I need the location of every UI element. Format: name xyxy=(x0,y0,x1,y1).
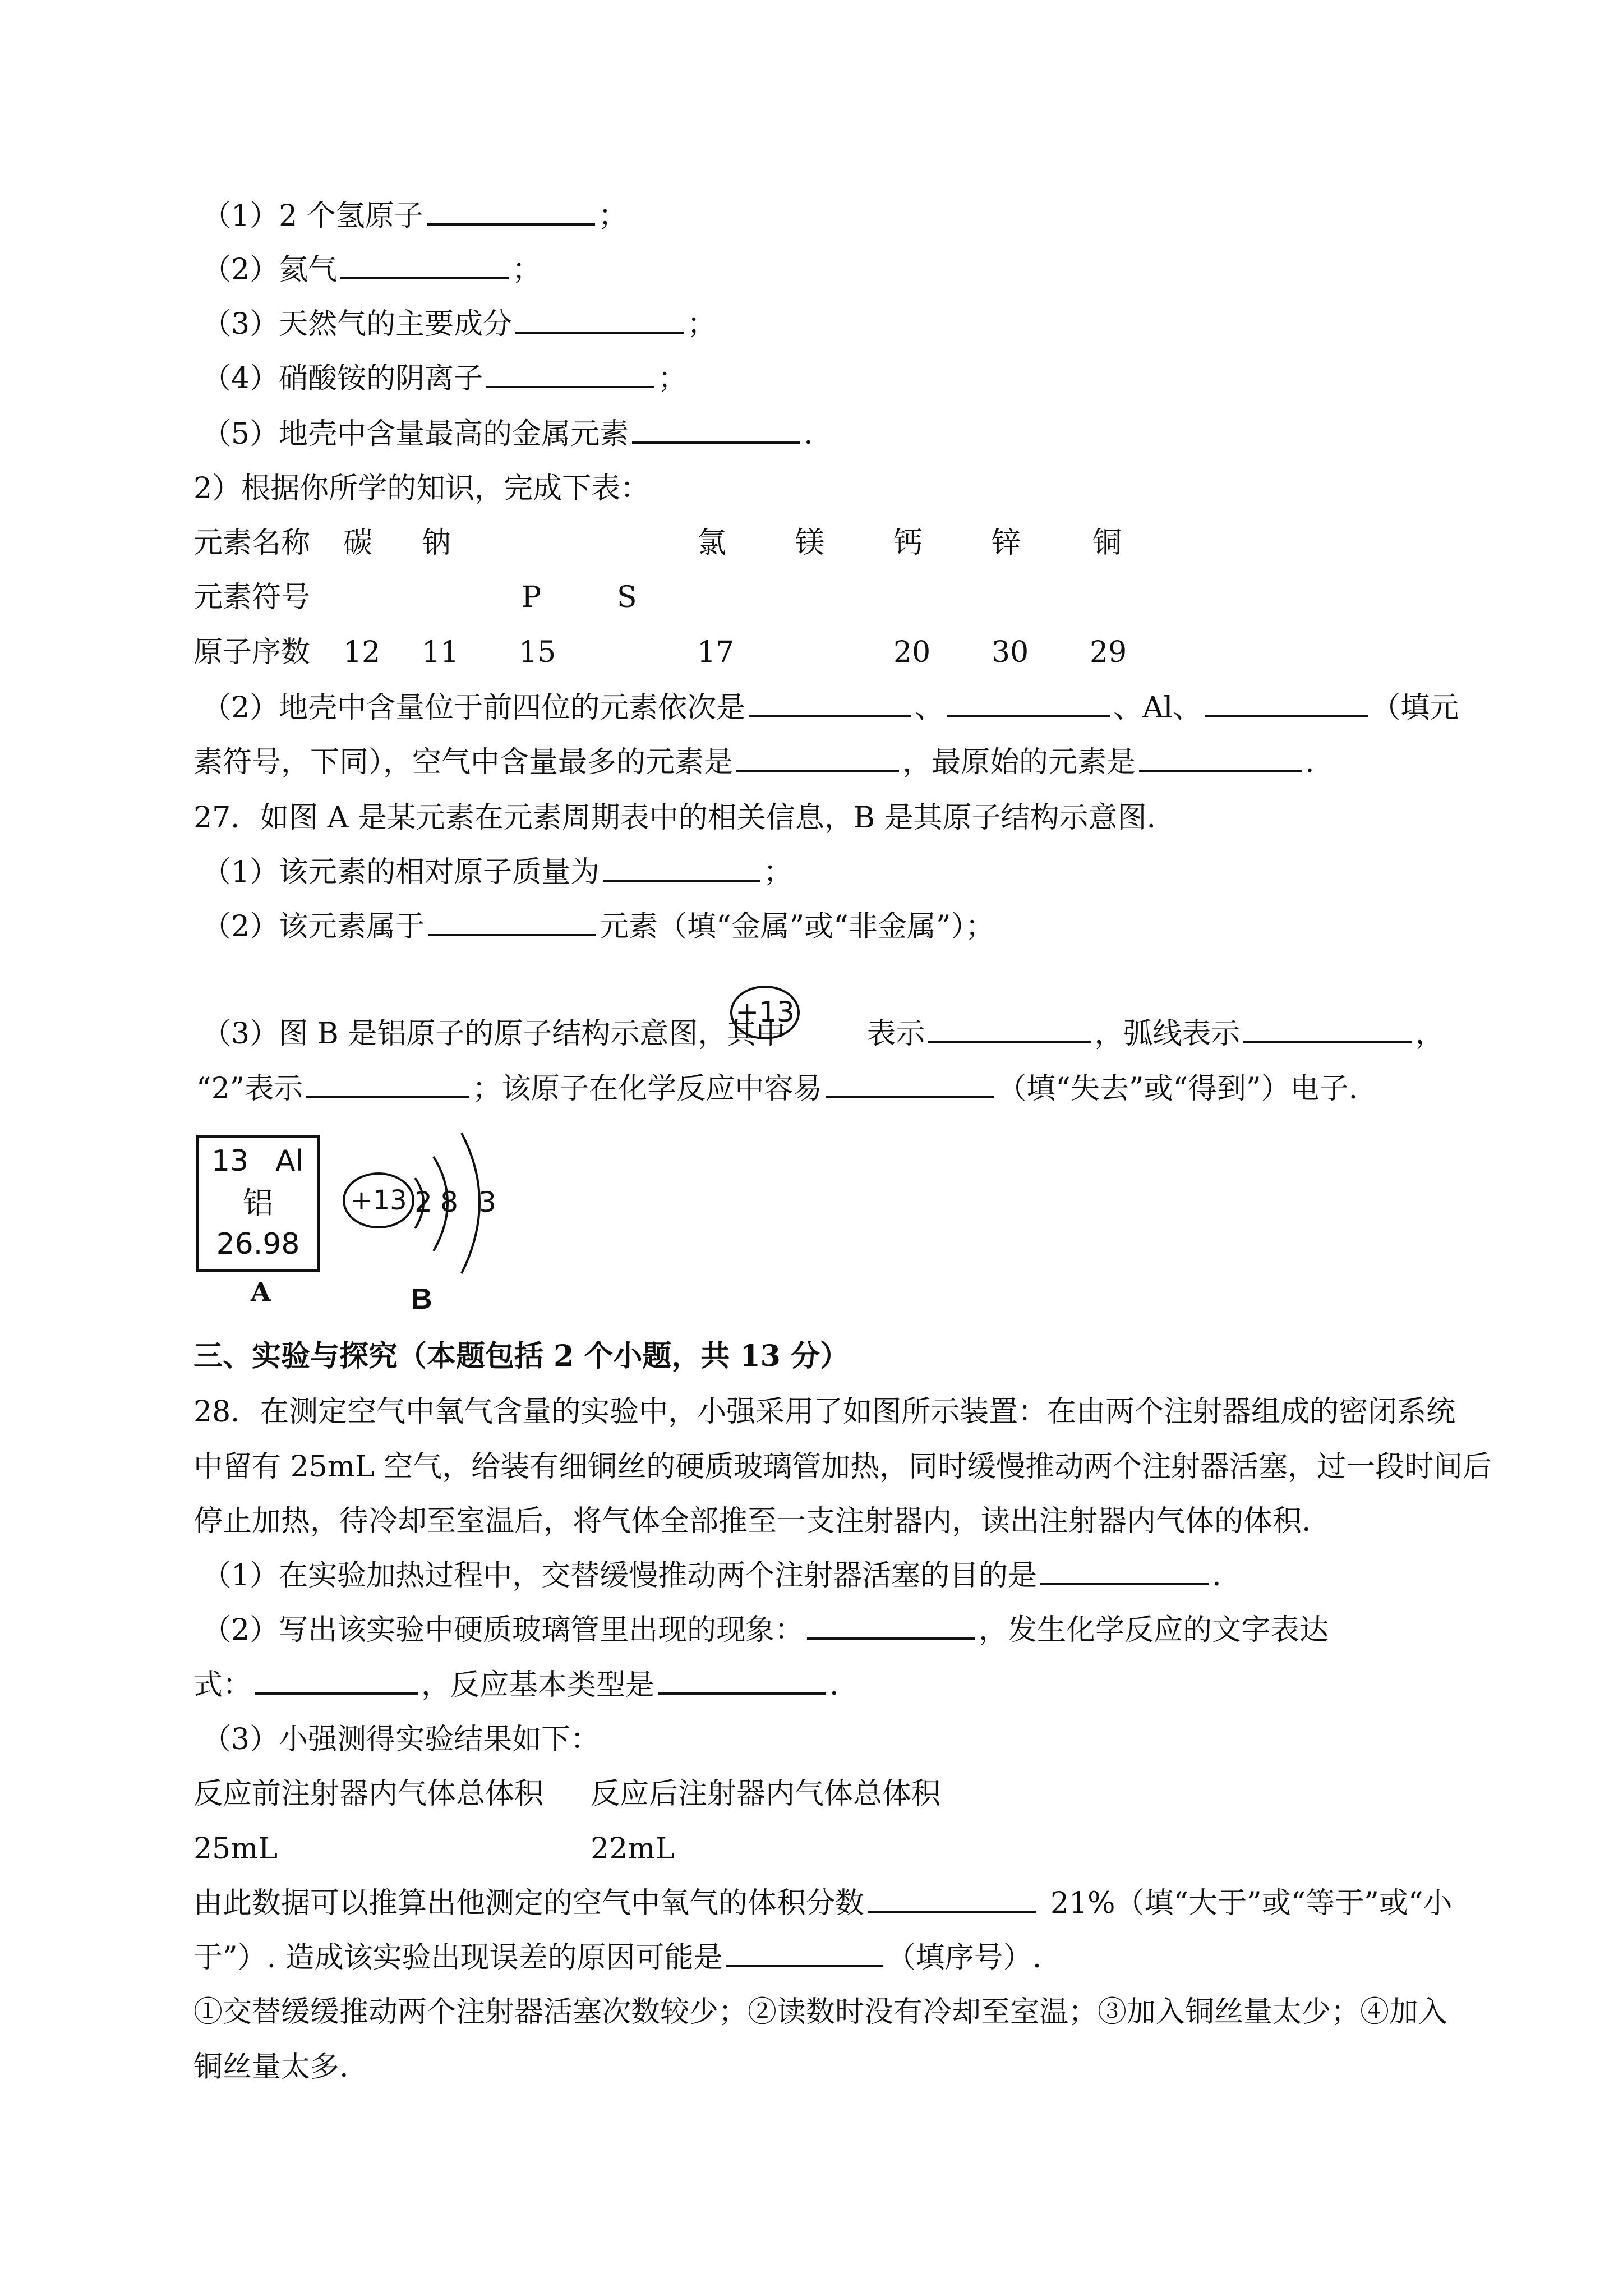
q28-options: ①交替缓缓推动两个注射器活塞次数较少；②读数时没有冷却至室温；③加入铜丝量太少；④加入 xyxy=(193,1995,1448,2029)
electron-shell-arc xyxy=(462,1133,479,1273)
figure-a-element-card xyxy=(196,1135,320,1272)
shell-electron-count: 8 xyxy=(440,1186,458,1218)
table-cell: 镁 xyxy=(795,526,825,560)
table-cell: 11 xyxy=(422,636,459,669)
q28-part-3: （3）小强测得实验结果如下： xyxy=(202,1723,600,1756)
q28-options-cont: 铜丝量太多. xyxy=(193,2050,349,2084)
answer-blank[interactable] xyxy=(515,309,684,334)
section-title: 三、实验与探究（本题包括 2 个小题，共 13 分） xyxy=(193,1339,849,1373)
shell-electron-count: 3 xyxy=(478,1186,496,1218)
q28-conclusion-cont: 于”）. 造成该实验出现误差的原因可能是 （填序号）. xyxy=(193,1941,1042,1975)
answer-blank[interactable] xyxy=(340,255,509,279)
result-header-before: 反应前注射器内气体总体积 xyxy=(193,1777,544,1811)
element-name: 铝 xyxy=(243,1185,273,1221)
answer-blank[interactable] xyxy=(1243,1019,1412,1043)
row-label-number: 原子序数 xyxy=(193,636,311,669)
table-cell: 30 xyxy=(992,636,1029,669)
q1-item-4: （4）硝酸铵的阴离子 ； xyxy=(202,362,688,395)
answer-blank[interactable] xyxy=(306,1074,469,1098)
answer-blank[interactable] xyxy=(428,912,596,936)
crust-line-1: （2）地壳中含量位于前四位的元素依次是 、 、Al、 （填元 xyxy=(202,691,1459,725)
answer-blank[interactable] xyxy=(928,1019,1091,1043)
atomic-mass: 26.98 xyxy=(216,1227,300,1261)
answer-blank[interactable] xyxy=(726,1943,883,1967)
table-cell: 12 xyxy=(343,636,381,669)
crust-line-2: 素符号，下同），空气中含量最多的元素是 ，最原始的元素是 . xyxy=(193,746,1315,779)
table-cell: 锌 xyxy=(992,526,1021,560)
q28-stem-line: 中留有 25mL 空气，给装有细铜丝的硬质玻璃管加热，同时缓慢推动两个注射器活塞，过一段时间后 xyxy=(193,1450,1492,1484)
q27-part-3: （3）图 B 是铝原子的原子结构示意图，其中 表示 ，弧线表示 ， xyxy=(202,1017,1445,1051)
nucleus-inline-icon xyxy=(728,983,802,1042)
answer-blank[interactable] xyxy=(1040,1561,1209,1585)
q27-stem: 27．如图 A 是某元素在元素周期表中的相关信息，B 是其原子结构示意图. xyxy=(193,801,1156,835)
q28-part-1: （1）在实验加热过程中，交替缓慢推动两个注射器活塞的目的是 . xyxy=(202,1559,1221,1593)
figure-b-caption: B xyxy=(411,1283,432,1315)
table-cell: 钠 xyxy=(422,526,451,560)
shell-electron-count: 2 xyxy=(414,1186,432,1218)
table-cell: 钙 xyxy=(893,526,923,560)
table-cell: 29 xyxy=(1090,636,1127,669)
table-cell: 氯 xyxy=(697,526,727,560)
answer-blank[interactable] xyxy=(486,364,654,388)
answer-blank[interactable] xyxy=(1205,693,1368,717)
answer-blank[interactable] xyxy=(632,419,800,444)
answer-blank[interactable] xyxy=(427,201,595,226)
element-symbol: Al xyxy=(275,1144,303,1178)
result-value-before: 25mL xyxy=(193,1832,278,1866)
table-cell: S xyxy=(617,581,637,614)
table-cell: 20 xyxy=(893,636,931,669)
table-cell: 15 xyxy=(519,636,556,669)
answer-blank[interactable] xyxy=(749,693,911,717)
q28-part-2-cont: 式： ，反应基本类型是 . xyxy=(193,1668,839,1702)
table-cell: 17 xyxy=(697,636,735,669)
q28-part-2: （2）写出该实验中硬质玻璃管里出现的现象： ，发生化学反应的文字表达 xyxy=(202,1613,1329,1647)
answer-blank[interactable] xyxy=(826,1074,994,1098)
result-value-after: 22mL xyxy=(591,1832,675,1866)
q28-stem-line: 28．在测定空气中氧气含量的实验中，小强采用了如图所示装置：在由两个注射器组成的密闭系统 xyxy=(193,1395,1456,1429)
answer-blank[interactable] xyxy=(603,857,760,882)
figure-b-atom-diagram xyxy=(339,1122,508,1301)
q27-part-4: “2”表示 ；该原子在化学反应中容易 （填“失去”或“得到”）电子. xyxy=(196,1072,1358,1106)
q1-item-5: （5）地壳中含量最高的金属元素 . xyxy=(202,417,813,451)
nucleus-inline-label: +13 xyxy=(735,996,795,1028)
q28-stem-line: 停止加热，待冷却至室温后，将气体全部推至一支注射器内，读出注射器内气体的体积. xyxy=(193,1504,1311,1538)
answer-blank[interactable] xyxy=(255,1670,418,1695)
q1-item-1: （1）2 个氢原子 ； xyxy=(202,199,628,233)
answer-blank[interactable] xyxy=(807,1615,975,1640)
answer-blank[interactable] xyxy=(658,1670,826,1695)
q27-part-1: （1）该元素的相对原子质量为 ； xyxy=(202,855,793,889)
q27-part-2: （2）该元素属于 元素（填“金属”或“非金属”）； xyxy=(202,910,995,944)
answer-blank[interactable] xyxy=(947,693,1110,717)
answer-blank[interactable] xyxy=(1139,747,1302,772)
q1-item-2: （2）氦气 ； xyxy=(202,253,542,287)
q1-item-3: （3）天然气的主要成分 ； xyxy=(202,307,717,341)
figure-a-caption: A xyxy=(251,1277,271,1307)
table-cell: 碳 xyxy=(343,526,373,560)
answer-blank[interactable] xyxy=(868,1888,1036,1913)
table-intro: 2）根据你所学的知识，完成下表： xyxy=(193,472,650,505)
nucleus-charge: +13 xyxy=(350,1185,407,1216)
atomic-number: 13 xyxy=(211,1144,249,1178)
answer-blank[interactable] xyxy=(736,747,899,772)
table-cell: P xyxy=(522,581,541,614)
table-cell: 铜 xyxy=(1092,526,1122,560)
q28-conclusion: 由此数据可以推算出他测定的空气中氧气的体积分数 21%（填“大于”或“等于”或“小 xyxy=(193,1887,1453,1920)
row-label-symbol: 元素符号 xyxy=(193,581,311,614)
result-header-after: 反应后注射器内气体总体积 xyxy=(591,1777,941,1811)
row-label-name: 元素名称 xyxy=(193,526,311,560)
